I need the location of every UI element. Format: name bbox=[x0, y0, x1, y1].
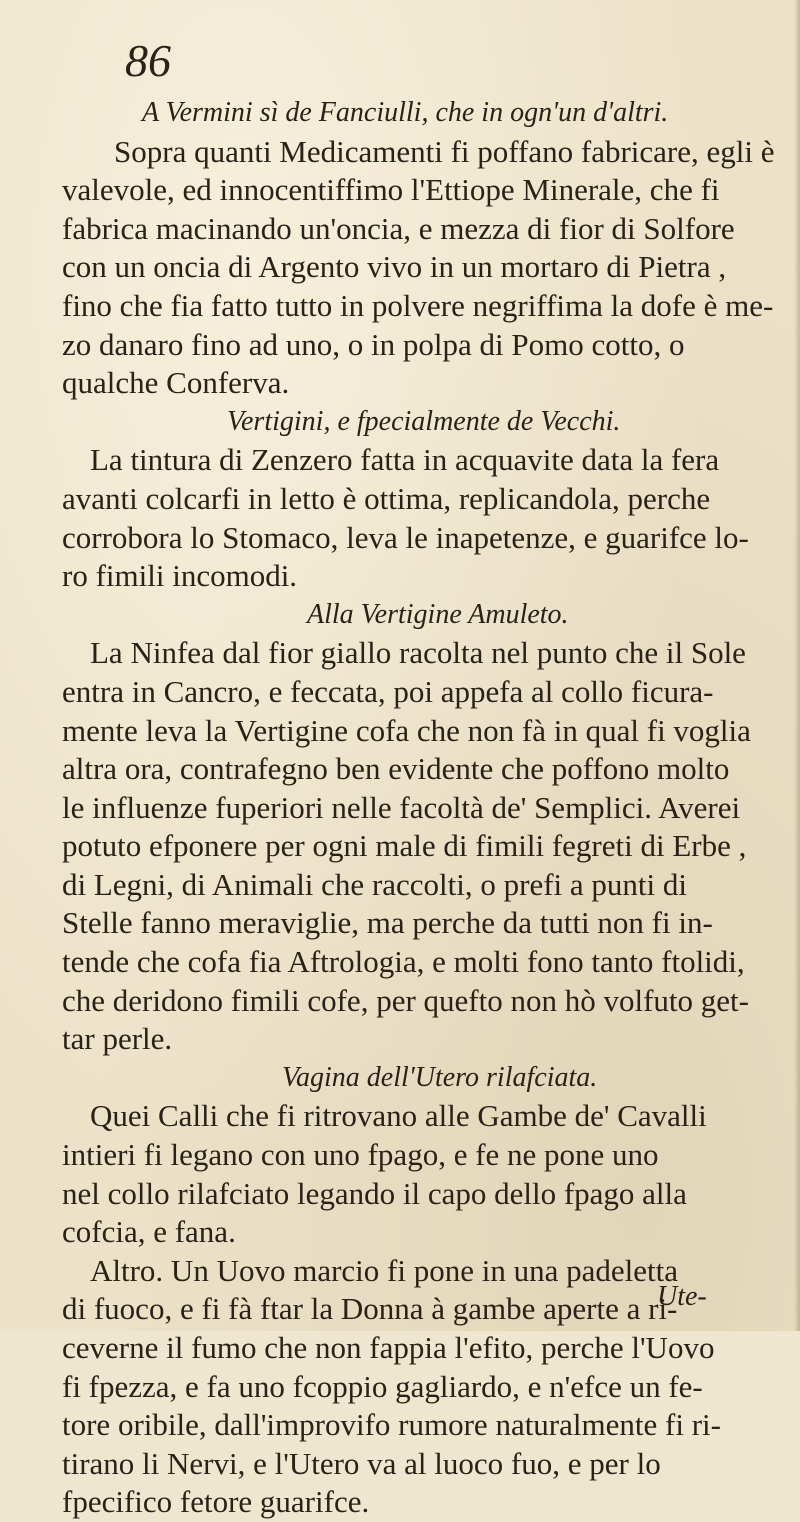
text-line: fabrica macinando un'oncia, e mezza di fior di Solfore bbox=[62, 210, 735, 246]
text-line: tende che cofa fia Aftrologia, e molti fono tanto ftolidi, bbox=[62, 944, 745, 980]
text-line: nel collo rilafciato legando il capo dello fpago alla bbox=[62, 1175, 687, 1211]
section-heading: Vertigini, e fpecialmente de Vecchi. bbox=[227, 405, 621, 437]
text-line: ceverne il fumo che non fappia l'efito, perche l'Uovo bbox=[62, 1330, 715, 1365]
text-line: mente leva la Vertigine cofa che non fà in qual fi voglia bbox=[62, 712, 751, 748]
text-line: La Ninfea dal fior giallo racolta nel punto che il Sole bbox=[90, 635, 746, 671]
text-line: tirano li Nervi, e l'Utero va al luoco fuo, e per lo bbox=[62, 1445, 661, 1481]
text-line: tore oribile, dall'improvifo rumore naturalmente fi ri- bbox=[62, 1407, 721, 1443]
page-number: 86 bbox=[125, 35, 171, 86]
text-line: qualche Conferva. bbox=[62, 365, 290, 401]
text-line: intieri fi legano con uno fpago, e fe ne pone uno bbox=[62, 1137, 659, 1173]
section-heading: Alla Vertigine Amuleto. bbox=[307, 598, 569, 630]
text-line: che deridono fimili cofe, per quefto non hò volfuto get- bbox=[62, 982, 749, 1018]
text-line: fpecifico fetore guarifce. bbox=[62, 1484, 370, 1520]
text-line: fi fpezza, e fa uno fcoppio gagliardo, e n'efce un fe- bbox=[62, 1368, 703, 1404]
text-line: con un oncia di Argento vivo in un mortaro di Pietra , bbox=[62, 249, 727, 285]
text-line: valevole, ed innocentiffimo l'Ettiope Minerale, che fi bbox=[62, 172, 720, 208]
text-line: fino che fia fatto tutto in polvere negriffima la dofe è me- bbox=[62, 287, 774, 323]
text-line: Sopra quanti Medicamenti fi poffano fabricare, egli è bbox=[114, 133, 775, 169]
text-line: entra in Cancro, e feccata, poi appefa al collo ficura- bbox=[62, 673, 714, 709]
text-line: altra ora, contrafegno ben evidente che poffono molto bbox=[62, 751, 730, 787]
text-line: cofcia, e fana. bbox=[62, 1214, 236, 1250]
text-line: ro fimili incomodi. bbox=[62, 558, 298, 594]
text-line: Stelle fanno meraviglie, ma perche da tutti non fi in- bbox=[62, 905, 713, 941]
text-line: La tintura di Zenzero fatta in acquavite data la fera bbox=[90, 442, 720, 478]
text-line: potuto efponere per ogni male di fimili fegreti di Erbe , bbox=[62, 828, 747, 864]
text-line: di fuoco, e fi fà ftar la Donna à gambe aperte a ri- bbox=[62, 1291, 678, 1327]
catchword: Ute- bbox=[657, 1281, 707, 1312]
section-heading: A Vermini sì de Fanciulli, che in ogn'un d'altri. bbox=[142, 97, 669, 128]
text-line: le influenze fuperiori nelle facoltà de' Semplici. Averei bbox=[62, 789, 741, 825]
text-line: zo danaro fino ad uno, o in polpa di Pomo cotto, o bbox=[62, 326, 685, 362]
page-edge-shadow bbox=[794, 0, 800, 1331]
section-heading: Vagina dell'Utero rilafciata. bbox=[282, 1061, 598, 1093]
text-line: avanti colcarfi in letto è ottima, replicandola, perche bbox=[62, 480, 711, 516]
text-line: corrobora lo Stomaco, leva le inapetenze, e guarifce lo- bbox=[62, 519, 749, 555]
text-line: tar perle. bbox=[62, 1021, 173, 1057]
text-line: di Legni, di Animali che raccolti, o prefi a punti di bbox=[62, 866, 687, 902]
text-line: Altro. Un Uovo marcio fi pone in una padeletta bbox=[90, 1252, 678, 1288]
text-line: Quei Calli che fi ritrovano alle Gambe de' Cavalli bbox=[90, 1098, 707, 1134]
